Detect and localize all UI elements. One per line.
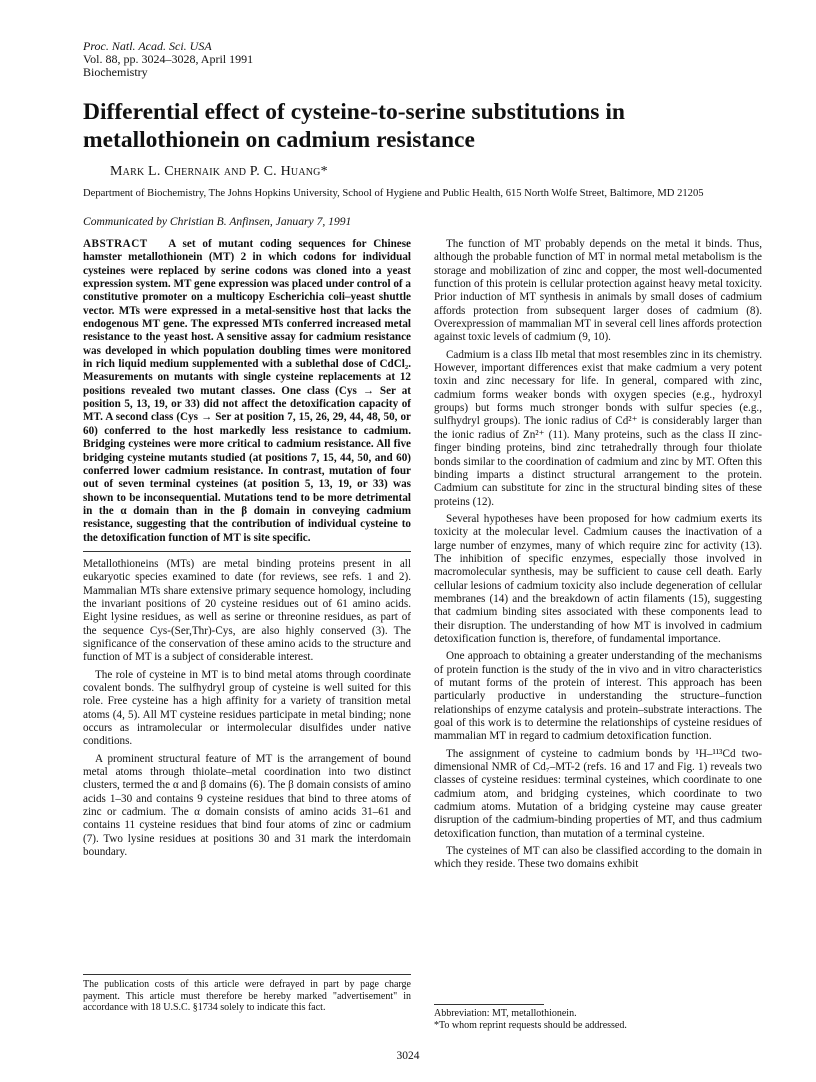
journal-name: Proc. Natl. Acad. Sci. USA — [83, 39, 212, 53]
abstract-text: A set of mutant coding sequences for Chinese hamster metallothionein (MT) 2 in which codons for individual cysteines were replaced by serine codons was cloned into a yeast expression system. MT gene expression was placed under control of a constitutive promoter on a multicopy Escherichia coli–yeast shuttle vector. MTs were expressed in a metal-sensitive host that lacks the endogenous MT gene. The expressed MTs conferred increased metal resistance to the yeast host. A sensitive assay for cadmium resistance was developed in which population doubling times were monitored in rich liquid medium supplemented with a sublethal dose of CdCl₂. Measurements on mutants with single cysteine replacements at 12 positions revealed two mutant classes. One class (Cys → Ser at position 5, 13, 19, or 33) did not affect the detoxification capacity of MT. A second class (Cys → Ser at position 7, 15, 26, 29, 44, 48, 50, or 60) conferred to the host markedly less resistance to cadmium. Bridging cysteines were more critical to cadmium resistance. All five bridging cysteine mutants studied (at positions 7, 15, 44, 50, and 60) conferred lower cadmium resistance. In contrast, mutation of four out of seven terminal cysteines (at position 5, 13, 19, or 33) was shown to be inconsequential. Mutations tend to be more detrimental in the α domain than in the β domain in conveying cadmium resistance, suggesting that the contribution of individual cysteine to the detoxification function of MT is site specific. — [83, 238, 412, 544]
section-name: Biochemistry — [83, 65, 148, 79]
abbreviation-footnotes — [434, 1004, 762, 1031]
left-column — [83, 238, 411, 859]
reprint-note: *To whom reprint requests should be addressed. — [434, 1019, 627, 1031]
publication-footnote: The publication costs of this article were defrayed in part by page charge payment. This article must therefore be hereby marked "advertisement" in accordance with 18 U.S.C. §1734 solely to indicate this fact. — [83, 974, 411, 1014]
footnote-divider — [434, 1004, 544, 1005]
paragraph: One approach to obtaining a greater understanding of the mechanisms of protein function is the study of the in vivo and in vitro characteristics of mutant forms of the protein of interest. This approach has been particularly productive in understanding the structure–function relationships of enzyme catalysis and protein–substrate interactions. The goal of this work is to determine the relationships of cysteine residues of mammalian MT in regard to cadmium detoxification function. — [434, 650, 762, 743]
communicated-by: Communicated by Christian B. Anfinsen, January 7, 1991 — [83, 215, 352, 228]
intro-body — [83, 558, 411, 860]
paragraph: A prominent structural feature of MT is the arrangement of bound metal atoms through thiolate–metal coordination into two distinct clusters, termed the α and β domains (6). The β domain consists of amino acids 1–30 and contains 9 cysteine residues that bind to three atoms of zinc or cadmium. The α domain consists of amino acids 31–61 and contains 11 cysteine residues that bind four atoms of zinc or cadmium (7). Two lysine residues at positions 30 and 31 mark the interdomain boundary. — [83, 752, 411, 859]
paragraph: Several hypotheses have been proposed for how cadmium exerts its toxicity at the molecular level. Cadmium causes the inactivation of a large number of enzymes, many of which require zinc for activity (13). The inhibition of specific enzymes, especially those involved in macromolecular synthesis, may be sufficient to cause cell death. Early cellular lesions of cadmium toxicity also include degeneration of cellular membranes (14) and the breakdown of actin filaments (15), suggesting that cadmium binding sites associated with these components lead to their disruption. The understanding of how MT is involved in cadmium detoxification function is, therefore, of fundamental importance. — [434, 512, 762, 645]
paragraph: Cadmium is a class IIb metal that most resembles zinc in its chemistry. However, important differences exist that make cadmium a very potent toxin and zinc necessary for life. In general, compared with zinc, cadmium forms weaker bonds with oxygen species (e.g., hydroxyl groups) but forms much stronger bonds with sulfur species (e.g., sulfhydryl groups). The ionic radius of Cd²⁺ is considerably larger than the ionic radius of Zn²⁺ (11). Many proteins, such as the class II zinc-finger binding proteins, bind zinc tetrahedrally through four thiolate bonds similar to the coordination of cadmium and zinc by MT. Often this binding imparts a distinct structural arrangement to the protein. Cadmium can substitute for zinc in the structural binding sites of these proteins (12). — [434, 348, 762, 508]
paragraph: The assignment of cysteine to cadmium bonds by ¹H–¹¹³Cd two-dimensional NMR of Cd₇–MT-2 (refs. 16 and 17 and Fig. 1) reveals two classes of cysteine residues: terminal cysteines, which coordinate to one cadmium atom, and bridging cysteines, which coordinate to two cadmium atoms. Mutation of a bridging cysteine may cause greater disruption of the cadmium-binding properties of MT, and thus cadmium detoxification function, than mutation of a terminal cysteine. — [434, 747, 762, 840]
paragraph: The cysteines of MT can also be classified according to the domain in which they reside. These two domains exhibit — [434, 845, 762, 871]
abstract-divider — [83, 551, 411, 552]
author-list: Mark L. Chernaik and P. C. Huang* — [110, 164, 328, 179]
affiliation: Department of Biochemistry, The Johns Hopkins University, School of Hygiene and Public Health, 615 North Wolfe Street, Baltimore, MD 21205 — [83, 188, 704, 199]
paragraph: Metallothioneins (MTs) are metal binding proteins present in all eukaryotic species examined to date (for reviews, see refs. 1 and 2). Mammalian MTs share extensive primary sequence homology, including the invariant positions of 20 cysteine residues out of 61 amino acids. Eight lysine residues, as well as serine or threonine residues, as part of the sequence Cys-(Ser,Thr)-Cys, are also highly conserved (3). The significance of the conservation of these amino acids to the structure and function of MT is a subject of considerable interest. — [83, 557, 411, 664]
article-title: Differential effect of cysteine-to-serine substitutions in metallothionein on cadmium resistance — [83, 99, 625, 153]
right-column — [434, 238, 762, 872]
page-number: 3024 — [396, 1050, 420, 1062]
journal-header — [83, 40, 253, 79]
abstract — [83, 238, 411, 545]
abbreviation-note: Abbreviation: MT, metallothionein. — [434, 1008, 577, 1019]
paragraph: The function of MT probably depends on the metal it binds. Thus, although the probable function of MT in normal metal metabolism is the storage and mobilization of zinc and copper, the most well-documented function of this protein is cellular protection against heavy metal toxicity. Prior induction of MT synthesis in animals by small doses of cadmium affords protection from subsequent larger doses of cadmium (8). Overexpression of mammalian MT in several cell lines affords protection against toxic levels of cadmium (9, 10). — [434, 238, 762, 344]
abstract-label: ABSTRACT — [83, 238, 148, 250]
volume-info: Vol. 88, pp. 3024–3028, April 1991 — [83, 52, 254, 66]
paragraph: The role of cysteine in MT is to bind metal atoms through coordinate covalent bonds. The sulfhydryl group of cysteine is well suited for this role. Free cysteine has a high affinity for a variety of transition metal atoms (4, 5). All MT cysteine residues participate in metal binding; none occurs as intramolecular or intermolecular disulfides under native conditions. — [83, 668, 411, 748]
